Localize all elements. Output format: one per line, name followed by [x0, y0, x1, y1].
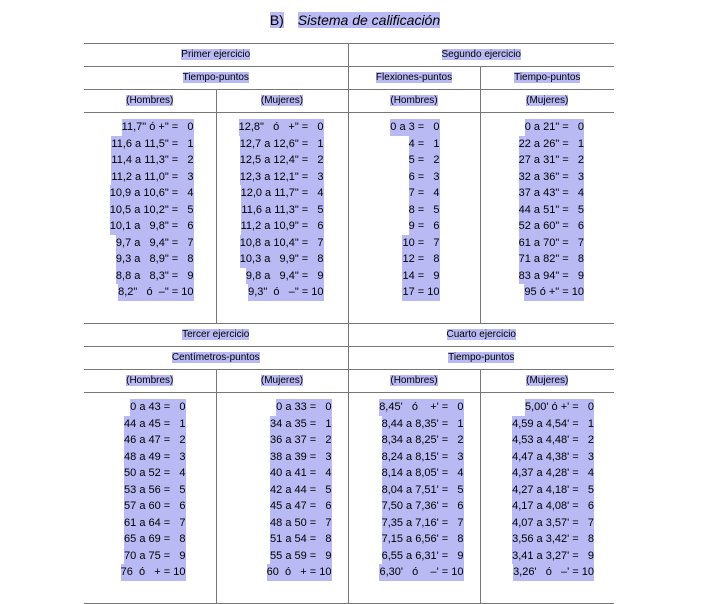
score-row [84, 432, 186, 449]
score-row-text: 8,14 a 8,05' = 4 [382, 465, 464, 482]
score-column [84, 113, 216, 324]
sub-header [84, 347, 348, 370]
score-row [349, 531, 464, 548]
score-row [349, 399, 464, 416]
score-row [481, 284, 585, 301]
score-row [84, 399, 186, 416]
score-row [84, 119, 194, 136]
score-row-text: 53 a 56 = 5 [124, 482, 185, 499]
score-row [349, 564, 464, 581]
score-row [217, 482, 332, 499]
score-row-text: 11,2 a 10,9" = 6 [241, 218, 324, 235]
score-row-text: 46 a 47 = 2 [124, 432, 185, 449]
score-row-text: 36 a 37 = 2 [270, 432, 331, 449]
sub-header-label: Flexiones-puntos [375, 72, 453, 83]
score-row [349, 498, 464, 515]
score-row-text: 48 a 50 = 7 [270, 515, 331, 532]
score-row-text: 7,35 a 7,16' = 7 [382, 515, 464, 532]
score-row-text: 12,7 a 12,6" = 1 [240, 136, 324, 153]
score-row-text: 7,50 a 7,36' = 6 [382, 498, 464, 515]
score-row-text: 11,4 a 11,3" = 2 [111, 152, 193, 169]
score-row-text: 8,2" ó –" = 10 [118, 284, 193, 301]
exercise-label: Tercer ejercicio [182, 329, 250, 340]
exercise-header [84, 324, 348, 347]
score-row-text: 12,5 a 12,4" = 2 [240, 152, 324, 169]
score-row [481, 119, 585, 136]
score-row-text: 10 = 7 [402, 235, 439, 252]
score-row-text: 0 a 3 = 0 [390, 119, 439, 136]
grading-table-1 [84, 43, 614, 324]
score-row-text: 6,30' ó –' = 10 [379, 564, 463, 581]
score-row [349, 218, 440, 235]
score-row-text: 60 ó + = 10 [267, 564, 332, 581]
score-row-text: 4,59 a 4,54' = 1 [512, 416, 594, 433]
score-row [349, 465, 464, 482]
score-row-text: 95 ó +" = 10 [524, 284, 584, 301]
score-row [217, 432, 332, 449]
column-header [480, 90, 614, 113]
score-row [84, 218, 194, 235]
score-column [84, 393, 216, 604]
score-row [217, 136, 324, 153]
score-row [481, 185, 585, 202]
score-row-text: 71 a 82" = 8 [519, 251, 584, 268]
score-row [217, 202, 324, 219]
score-row [349, 268, 440, 285]
score-row [349, 251, 440, 268]
sub-header-label: Tiempo-puntos [514, 72, 581, 83]
score-row [217, 449, 332, 466]
score-row-text: 17 = 10 [402, 284, 439, 301]
score-row-text: 14 = 9 [402, 268, 439, 285]
score-row [217, 251, 324, 268]
score-column [216, 393, 348, 604]
score-row [481, 268, 585, 285]
score-row-text: 42 a 44 = 5 [270, 482, 331, 499]
score-row [84, 185, 194, 202]
score-row-text: 44 a 51" = 5 [519, 202, 584, 219]
column-header [348, 90, 480, 113]
score-row [217, 169, 324, 186]
score-row [84, 465, 186, 482]
score-row-text: 45 a 47 = 6 [270, 498, 331, 515]
score-column [216, 113, 348, 324]
score-row [481, 152, 585, 169]
score-row [84, 202, 194, 219]
score-row [349, 235, 440, 252]
score-row [217, 399, 332, 416]
score-row-text: 4,53 a 4,48' = 2 [512, 432, 594, 449]
score-row [217, 152, 324, 169]
score-row-text: 3,26' ó –' = 10 [513, 564, 594, 581]
score-row-text: 9,3 a 8,9" = 8 [116, 251, 194, 268]
score-row-text: 51 a 54 = 8 [270, 531, 331, 548]
score-row-text: 7,15 a 6,56' = 8 [382, 531, 464, 548]
score-row [481, 531, 595, 548]
score-row [84, 152, 194, 169]
score-row-text: 70 a 75 = 9 [124, 548, 185, 565]
score-row-text: 52 a 60" = 6 [519, 218, 584, 235]
score-row-text: 9,8 a 9,4" = 9 [246, 268, 324, 285]
score-column [480, 393, 614, 604]
score-row [84, 268, 194, 285]
score-row-text: 11,6 a 11,5" = 1 [111, 136, 193, 153]
score-row [481, 202, 585, 219]
score-row-text: 0 a 33 = 0 [276, 399, 331, 416]
exercise-label: Cuarto ejercicio [446, 329, 516, 340]
score-row [481, 432, 595, 449]
column-label: (Mujeres) [260, 95, 304, 106]
score-row-text: 10,9 a 10,6" = 4 [110, 185, 194, 202]
score-row [84, 251, 194, 268]
score-row-text: 9 = 6 [409, 218, 440, 235]
score-row [84, 416, 186, 433]
score-row-text: 0 a 43 = 0 [130, 399, 185, 416]
score-row-text: 6 = 3 [409, 169, 440, 186]
score-row-text: 4,27 a 4,18' = 5 [512, 482, 594, 499]
score-row-text: 4 = 1 [409, 136, 440, 153]
score-row [481, 548, 595, 565]
section-title: Sistema de calificación [297, 12, 441, 28]
score-row [217, 284, 324, 301]
grading-table-2 [84, 323, 614, 604]
score-row-text: 38 a 39 = 3 [270, 449, 331, 466]
score-row-text: 4,37 a 4,28' = 4 [512, 465, 594, 482]
score-row-text: 11,2 a 11,0" = 3 [111, 169, 193, 186]
score-row-text: 61 a 70" = 7 [519, 235, 584, 252]
score-row [481, 218, 585, 235]
score-row-text: 0 a 21" = 0 [525, 119, 584, 136]
score-row [217, 218, 324, 235]
score-row [217, 465, 332, 482]
score-column [348, 393, 480, 604]
score-row [217, 119, 324, 136]
column-header [84, 90, 216, 113]
score-row-text: 9,7 a 9,4" = 7 [116, 235, 194, 252]
exercise-header [348, 324, 614, 347]
score-row-text: 5,00' ó +' = 0 [525, 399, 594, 416]
score-row [349, 284, 440, 301]
score-row [84, 531, 186, 548]
column-label: (Hombres) [126, 375, 174, 386]
score-row [481, 235, 585, 252]
score-row-text: 12,8" ó +" = 0 [239, 119, 324, 136]
column-label: (Hombres) [390, 375, 438, 386]
score-row-text: 7 = 4 [409, 185, 440, 202]
score-row-text: 50 a 52 = 4 [124, 465, 185, 482]
score-row [84, 482, 186, 499]
section-letter: B) [269, 12, 284, 28]
exercise-label: Segundo ejercicio [441, 49, 521, 60]
sub-header [348, 347, 614, 370]
score-row-text: 8,44 a 8,35' = 1 [382, 416, 464, 433]
column-header [348, 370, 480, 393]
score-row-text: 40 a 41 = 4 [270, 465, 331, 482]
score-row [481, 399, 595, 416]
sub-header-label: Tiempo-puntos [182, 72, 249, 83]
score-row [481, 482, 595, 499]
score-row-text: 65 a 69 = 8 [124, 531, 185, 548]
score-row-text: 8 = 5 [409, 202, 440, 219]
score-row-text: 11,7" ó +" = 0 [122, 119, 194, 136]
score-row [481, 169, 585, 186]
score-row-text: 61 a 64 = 7 [124, 515, 185, 532]
score-row-text: 4,47 a 4,38' = 3 [512, 449, 594, 466]
score-row [481, 251, 585, 268]
score-row [349, 185, 440, 202]
score-column [480, 113, 614, 324]
score-row-text: 11,6 a 11,3" = 5 [241, 202, 323, 219]
document-title [0, 12, 710, 28]
score-row [217, 235, 324, 252]
score-row [349, 449, 464, 466]
score-row-text: 76 ó + = 10 [121, 564, 186, 581]
score-row-text: 83 a 94" = 9 [519, 268, 584, 285]
score-row-text: 4,07 a 3,57' = 7 [512, 515, 594, 532]
column-header [84, 370, 216, 393]
score-row [349, 136, 440, 153]
score-row-text: 8,34 a 8,25' = 2 [382, 432, 464, 449]
score-row-text: 3,56 a 3,42' = 8 [512, 531, 594, 548]
score-row-text: 6,55 a 6,31' = 9 [382, 548, 464, 565]
column-label: (Hombres) [390, 95, 438, 106]
score-row [217, 185, 324, 202]
score-row [217, 564, 332, 581]
score-row [349, 416, 464, 433]
score-row [217, 498, 332, 515]
column-label: (Mujeres) [260, 375, 304, 386]
exercise-header [84, 44, 348, 67]
exercise-header [348, 44, 614, 67]
column-header [480, 370, 614, 393]
score-row [481, 449, 595, 466]
score-row [84, 548, 186, 565]
score-row-text: 57 a 60 = 6 [124, 498, 185, 515]
score-row [84, 564, 186, 581]
column-header [216, 370, 348, 393]
score-row [217, 268, 324, 285]
score-row [84, 449, 186, 466]
score-row [217, 416, 332, 433]
score-row-text: 12 = 8 [402, 251, 439, 268]
column-label: (Mujeres) [526, 375, 569, 386]
sub-header-label: Centímetros-puntos [171, 352, 260, 363]
score-column [348, 113, 480, 324]
column-header [216, 90, 348, 113]
score-row [481, 136, 585, 153]
score-row-text: 10,1 a 9,8" = 6 [110, 218, 194, 235]
score-row-text: 12,3 a 12,1" = 3 [240, 169, 324, 186]
score-row-text: 8,45' ó +' = 0 [379, 399, 463, 416]
score-row-text: 8,24 a 8,15' = 3 [382, 449, 464, 466]
score-row [217, 548, 332, 565]
score-row [481, 515, 595, 532]
score-row-text: 8,04 a 7,51' = 5 [382, 482, 464, 499]
score-row-text: 3,41 a 3,27' = 9 [512, 548, 594, 565]
score-row-text: 5 = 2 [409, 152, 440, 169]
score-row-text: 9,3" ó –" = 10 [248, 284, 323, 301]
score-row [84, 136, 194, 153]
score-row [481, 416, 595, 433]
score-row-text: 12,0 a 11,7" = 4 [241, 185, 324, 202]
score-row-text: 22 a 26" = 1 [519, 136, 584, 153]
score-row [84, 515, 186, 532]
score-row [349, 548, 464, 565]
score-row-text: 44 a 45 = 1 [124, 416, 185, 433]
score-row [481, 465, 595, 482]
sub-header [348, 67, 480, 90]
score-row-text: 10,8 a 10,4" = 7 [240, 235, 324, 252]
score-row [481, 564, 595, 581]
score-row-text: 37 a 43" = 4 [519, 185, 584, 202]
score-row-text: 10,5 a 10,2" = 5 [110, 202, 194, 219]
exercise-label: Primer ejercicio [181, 49, 251, 60]
column-label: (Mujeres) [526, 95, 569, 106]
score-row [84, 498, 186, 515]
score-row [481, 498, 595, 515]
sub-header [84, 67, 348, 90]
score-row-text: 48 a 49 = 3 [124, 449, 185, 466]
score-row [217, 515, 332, 532]
score-row [349, 482, 464, 499]
score-row [349, 169, 440, 186]
score-row-text: 4,17 a 4,08' = 6 [512, 498, 594, 515]
score-row [349, 432, 464, 449]
score-row-text: 10,3 a 9,9" = 8 [240, 251, 324, 268]
score-row-text: 27 a 31" = 2 [519, 152, 584, 169]
score-row [84, 169, 194, 186]
score-row [349, 152, 440, 169]
sub-header [480, 67, 614, 90]
column-label: (Hombres) [126, 95, 174, 106]
score-row-text: 34 a 35 = 1 [270, 416, 331, 433]
score-row [84, 235, 194, 252]
score-row [349, 202, 440, 219]
score-row [84, 284, 194, 301]
score-row-text: 8,8 a 8,3" = 9 [116, 268, 194, 285]
sub-header-label: Tiempo-puntos [448, 352, 515, 363]
score-row [349, 515, 464, 532]
score-row-text: 55 a 59 = 9 [270, 548, 331, 565]
score-row [349, 119, 440, 136]
score-row [217, 531, 332, 548]
score-row-text: 32 a 36" = 3 [519, 169, 584, 186]
